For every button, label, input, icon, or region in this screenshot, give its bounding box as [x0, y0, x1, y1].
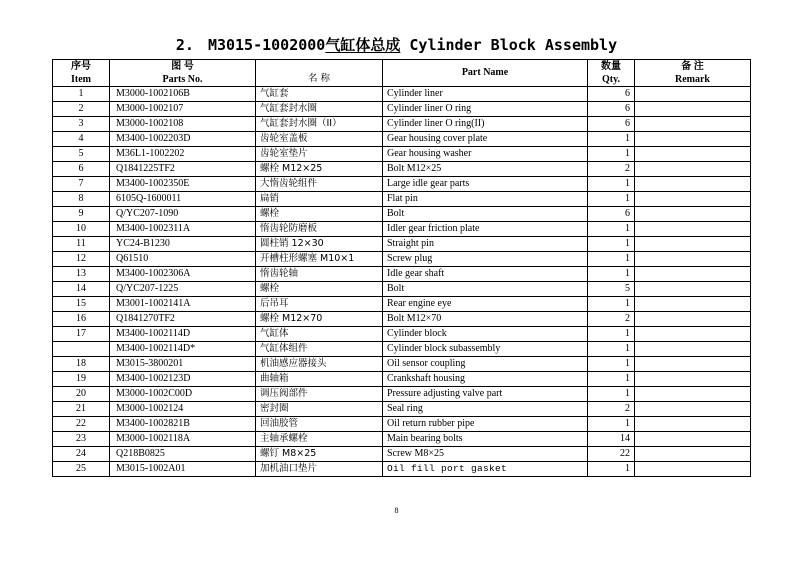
- item-number: 15: [53, 297, 110, 312]
- part-number: M36L1-1002202: [110, 147, 256, 162]
- table-row: [53, 432, 751, 447]
- part-name-chinese: 开槽柱形螺塞 M10×1: [256, 252, 383, 267]
- item-number: 24: [53, 447, 110, 462]
- table-row: [53, 297, 751, 312]
- part-name-english: Cylinder liner: [383, 87, 588, 102]
- table-row: [53, 282, 751, 297]
- remark: [635, 372, 751, 387]
- quantity: 1: [588, 192, 635, 207]
- part-name-english: Seal ring: [383, 402, 588, 417]
- remark: [635, 117, 751, 132]
- header-part-name: Part Name: [383, 60, 588, 87]
- item-number: 18: [53, 357, 110, 372]
- part-number: M3400-1002114D*: [110, 342, 256, 357]
- part-number: M3400-1002306A: [110, 267, 256, 282]
- quantity: 2: [588, 402, 635, 417]
- part-name-english: Bolt M12×25: [383, 162, 588, 177]
- part-name-chinese: 大惰齿轮组件: [256, 177, 383, 192]
- part-name-english: Oil fill port gasket: [383, 462, 588, 477]
- part-name-english: Rear engine eye: [383, 297, 588, 312]
- part-name-chinese: 后吊耳: [256, 297, 383, 312]
- quantity: 1: [588, 147, 635, 162]
- item-number: 21: [53, 402, 110, 417]
- item-number: 17: [53, 327, 110, 342]
- item-number: 4: [53, 132, 110, 147]
- part-number: Q1841225TF2: [110, 162, 256, 177]
- remark: [635, 462, 751, 477]
- quantity: 1: [588, 237, 635, 252]
- quantity: 14: [588, 432, 635, 447]
- part-name-chinese: 螺栓 M12×70: [256, 312, 383, 327]
- part-name-english: Bolt: [383, 282, 588, 297]
- item-number: 1: [53, 87, 110, 102]
- table-row: [53, 117, 751, 132]
- header-qty: 数量 Qty.: [588, 60, 635, 87]
- assembly-code: M3015-1002000: [207, 36, 326, 54]
- table-row: [53, 102, 751, 117]
- part-number: M3400-1002123D: [110, 372, 256, 387]
- item-number: 10: [53, 222, 110, 237]
- part-name-english: Flat pin: [383, 192, 588, 207]
- item-number: 2: [53, 102, 110, 117]
- item-number: 25: [53, 462, 110, 477]
- part-number: Q61510: [110, 252, 256, 267]
- part-name-english: Cylinder liner O ring(II): [383, 117, 588, 132]
- part-number: Q/YC207-1090: [110, 207, 256, 222]
- section-title: [0, 34, 793, 55]
- remark: [635, 282, 751, 297]
- header-name-cn: 名 称: [256, 60, 383, 87]
- part-name-english: Idler gear friction plate: [383, 222, 588, 237]
- parts-table: [52, 59, 751, 477]
- quantity: 1: [588, 132, 635, 147]
- part-name-english: Cylinder liner O ring: [383, 102, 588, 117]
- remark: [635, 87, 751, 102]
- table-row: [53, 177, 751, 192]
- part-number: M3400-1002821B: [110, 417, 256, 432]
- remark: [635, 312, 751, 327]
- part-number: Q1841270TF2: [110, 312, 256, 327]
- item-number: 22: [53, 417, 110, 432]
- table-row: [53, 162, 751, 177]
- part-number: M3000-1002124: [110, 402, 256, 417]
- part-number: M3400-1002203D: [110, 132, 256, 147]
- part-number: M3000-1002107: [110, 102, 256, 117]
- remark: [635, 102, 751, 117]
- part-name-chinese: 齿轮室垫片: [256, 147, 383, 162]
- part-name-chinese: 密封圈: [256, 402, 383, 417]
- part-number: M3400-1002311A: [110, 222, 256, 237]
- table-row: [53, 357, 751, 372]
- item-number: 8: [53, 192, 110, 207]
- remark: [635, 192, 751, 207]
- remark: [635, 237, 751, 252]
- part-name-chinese: 螺钉 M8×25: [256, 447, 383, 462]
- table-row: [53, 87, 751, 102]
- table-row: [53, 147, 751, 162]
- part-name-english: Oil sensor coupling: [383, 357, 588, 372]
- remark: [635, 252, 751, 267]
- quantity: 1: [588, 387, 635, 402]
- section-number: 2.: [175, 36, 194, 54]
- table-row: [53, 462, 751, 477]
- quantity: 1: [588, 417, 635, 432]
- item-number: 7: [53, 177, 110, 192]
- item-number: 11: [53, 237, 110, 252]
- table-row: [53, 267, 751, 282]
- quantity: 1: [588, 462, 635, 477]
- remark: [635, 177, 751, 192]
- remark: [635, 162, 751, 177]
- header-item: 序号 Item: [53, 60, 110, 87]
- remark: [635, 417, 751, 432]
- part-name-chinese: 扁销: [256, 192, 383, 207]
- part-name-chinese: 加机油口垫片: [256, 462, 383, 477]
- assembly-name-english: Cylinder Block Assembly: [409, 36, 618, 54]
- remark: [635, 432, 751, 447]
- part-name-chinese: 主轴承螺栓: [256, 432, 383, 447]
- part-number: YC24-B1230: [110, 237, 256, 252]
- item-number: 12: [53, 252, 110, 267]
- table-row: [53, 447, 751, 462]
- remark: [635, 297, 751, 312]
- page-number: 8: [394, 506, 399, 515]
- quantity: 6: [588, 102, 635, 117]
- part-name-english: Straight pin: [383, 237, 588, 252]
- part-number: M3000-1002106B: [110, 87, 256, 102]
- part-number: M3000-1002108: [110, 117, 256, 132]
- part-name-english: Crankshaft housing: [383, 372, 588, 387]
- part-name-chinese: 气缸体组件: [256, 342, 383, 357]
- part-name-english: Screw plug: [383, 252, 588, 267]
- remark: [635, 447, 751, 462]
- part-name-english: Bolt M12×70: [383, 312, 588, 327]
- table-row: [53, 237, 751, 252]
- table-header-row: [53, 60, 751, 87]
- part-name-chinese: 螺栓: [256, 282, 383, 297]
- part-number: M3400-1002114D: [110, 327, 256, 342]
- remark: [635, 147, 751, 162]
- table-row: [53, 132, 751, 147]
- remark: [635, 207, 751, 222]
- quantity: 1: [588, 267, 635, 282]
- quantity: 1: [588, 297, 635, 312]
- quantity: 1: [588, 372, 635, 387]
- item-number: 14: [53, 282, 110, 297]
- part-name-english: Gear housing cover plate: [383, 132, 588, 147]
- quantity: 1: [588, 177, 635, 192]
- part-name-chinese: 曲轴箱: [256, 372, 383, 387]
- quantity: 1: [588, 357, 635, 372]
- table-row: [53, 312, 751, 327]
- quantity: 22: [588, 447, 635, 462]
- part-name-chinese: 螺栓: [256, 207, 383, 222]
- quantity: 2: [588, 312, 635, 327]
- table-row: [53, 417, 751, 432]
- quantity: 6: [588, 117, 635, 132]
- quantity: 2: [588, 162, 635, 177]
- remark: [635, 387, 751, 402]
- part-name-chinese: 调压阀部件: [256, 387, 383, 402]
- table-row: [53, 402, 751, 417]
- part-name-english: Oil return rubber pipe: [383, 417, 588, 432]
- remark: [635, 132, 751, 147]
- remark: [635, 342, 751, 357]
- part-name-english: Pressure adjusting valve part: [383, 387, 588, 402]
- quantity: 1: [588, 342, 635, 357]
- item-number: 6: [53, 162, 110, 177]
- part-number: Q/YC207-1225: [110, 282, 256, 297]
- header-parts-no: 图 号 Parts No.: [110, 60, 256, 87]
- part-name-chinese: 惰齿轮防磨板: [256, 222, 383, 237]
- part-name-english: Cylinder block subassembly: [383, 342, 588, 357]
- part-name-chinese: 气缸套封水圈（II）: [256, 117, 383, 132]
- table-row: [53, 342, 751, 357]
- part-name-english: Screw M8×25: [383, 447, 588, 462]
- part-name-english: Cylinder block: [383, 327, 588, 342]
- item-number: 13: [53, 267, 110, 282]
- part-name-chinese: 气缸套封水圈: [256, 102, 383, 117]
- part-number: M3001-1002141A: [110, 297, 256, 312]
- part-name-chinese: 惰齿轮轴: [256, 267, 383, 282]
- part-number: M3015-1002A01: [110, 462, 256, 477]
- part-number: Q218B0825: [110, 447, 256, 462]
- part-name-english: Idle gear shaft: [383, 267, 588, 282]
- part-name-chinese: 机油感应器接头: [256, 357, 383, 372]
- remark: [635, 267, 751, 282]
- table-row: [53, 387, 751, 402]
- part-name-chinese: 回油胶管: [256, 417, 383, 432]
- table-row: [53, 327, 751, 342]
- header-remark: 备 注 Remark: [635, 60, 751, 87]
- quantity: 1: [588, 252, 635, 267]
- item-number: 9: [53, 207, 110, 222]
- part-number: M3015-3800201: [110, 357, 256, 372]
- table-row: [53, 222, 751, 237]
- part-number: M3400-1002350E: [110, 177, 256, 192]
- part-number: M3000-1002118A: [110, 432, 256, 447]
- part-name-chinese: 螺栓 M12×25: [256, 162, 383, 177]
- part-name-english: Large idle gear parts: [383, 177, 588, 192]
- quantity: 1: [588, 327, 635, 342]
- part-name-chinese: 气缸套: [256, 87, 383, 102]
- part-name-chinese: 齿轮室盖板: [256, 132, 383, 147]
- table-row: [53, 192, 751, 207]
- item-number: 5: [53, 147, 110, 162]
- part-name-chinese: 气缸体: [256, 327, 383, 342]
- quantity: 5: [588, 282, 635, 297]
- table-row: [53, 372, 751, 387]
- item-number: 23: [53, 432, 110, 447]
- remark: [635, 402, 751, 417]
- item-number: 16: [53, 312, 110, 327]
- remark: [635, 222, 751, 237]
- assembly-name-chinese: 气缸体总成: [325, 36, 401, 54]
- remark: [635, 357, 751, 372]
- item-number: [53, 342, 110, 357]
- part-name-english: Main bearing bolts: [383, 432, 588, 447]
- quantity: 6: [588, 87, 635, 102]
- part-number: M3000-1002C00D: [110, 387, 256, 402]
- part-number: 6105Q-1600011: [110, 192, 256, 207]
- table-row: [53, 207, 751, 222]
- item-number: 19: [53, 372, 110, 387]
- part-name-english: Gear housing washer: [383, 147, 588, 162]
- table-row: [53, 252, 751, 267]
- quantity: 6: [588, 207, 635, 222]
- item-number: 3: [53, 117, 110, 132]
- item-number: 20: [53, 387, 110, 402]
- part-name-chinese: 圆柱销 12×30: [256, 237, 383, 252]
- remark: [635, 327, 751, 342]
- part-name-english: Bolt: [383, 207, 588, 222]
- quantity: 1: [588, 222, 635, 237]
